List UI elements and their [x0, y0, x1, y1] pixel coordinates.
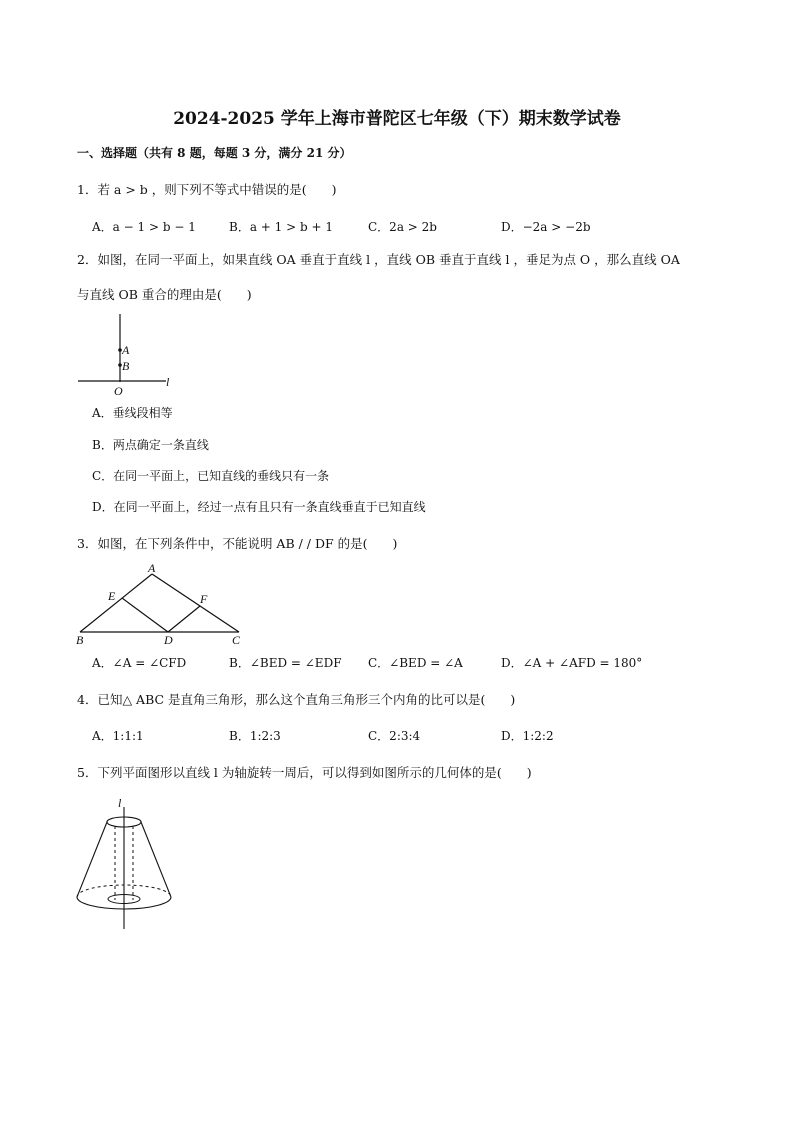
question-2-option-b: B．两点确定一条直线 — [92, 438, 209, 452]
question-2-stem-line-1: 2．如图，在同一平面上，如果直线 OA 垂直于直线 l ，直线 OB 垂直于直线 l ，垂足为点 O ，那么直线 OA — [77, 252, 680, 267]
question-2-option-c: C．在同一平面上，已知直线的垂线只有一条 — [92, 469, 330, 483]
question-2-figure — [70, 310, 190, 400]
question-2-option-a: A．垂线段相等 — [92, 406, 173, 420]
question-3-stem: 3．如图，在下列条件中，不能说明 AB / / DF 的是( ) — [77, 536, 398, 551]
label-b: B — [122, 359, 130, 373]
label-l: l — [118, 796, 122, 810]
question-4-option-b: B．1:2:3 — [229, 729, 281, 743]
label-f: F — [200, 592, 208, 606]
section-heading: 一、选择题（共有 8 题，每题 3 分，满分 21 分） — [77, 146, 352, 160]
question-5-figure — [68, 795, 183, 930]
question-3-option-a: A．∠A = ∠CFD — [92, 656, 187, 670]
segment-ab — [80, 574, 152, 632]
outer-right-edge — [141, 822, 171, 897]
label-c: C — [232, 633, 241, 647]
label-a: A — [148, 561, 156, 575]
question-1-option-d: D．−2a > −2b — [501, 220, 591, 234]
outer-left-edge — [77, 822, 107, 897]
page-title: 2024-2025 学年上海市普陀区七年级（下）期末数学试卷 — [173, 109, 621, 129]
question-4-option-d: D．1:2:2 — [501, 729, 554, 743]
question-1-option-b: B．a + 1 > b + 1 — [229, 220, 333, 234]
question-3-option-d: D．∠A + ∠AFD = 180° — [501, 656, 643, 670]
label-b: B — [76, 633, 84, 647]
question-2-option-d: D．在同一平面上，经过一点有且只有一条直线垂直于已知直线 — [92, 500, 426, 514]
question-2-stem-line-2: 与直线 OB 重合的理由是( ) — [77, 287, 252, 302]
label-l: l — [166, 375, 170, 389]
question-4-stem: 4．已知△ ABC 是直角三角形，那么这个直角三角形三个内角的比可以是( ) — [77, 692, 516, 707]
question-5-stem: 5．下列平面图形以直线 l 为轴旋转一周后，可以得到如图所示的几何体的是( ) — [77, 765, 532, 780]
segment-df — [168, 606, 200, 632]
question-1-stem: 1．若 a > b ，则下列不等式中错误的是( ) — [77, 182, 337, 197]
question-1-option-a: A．a − 1 > b − 1 — [92, 220, 196, 234]
question-3-option-b: B．∠BED = ∠EDF — [229, 656, 342, 670]
question-4-option-c: C．2:3:4 — [368, 729, 421, 743]
question-1-option-c: C．2a > 2b — [368, 220, 437, 234]
label-o: O — [114, 384, 123, 398]
segment-ed — [122, 598, 168, 632]
question-4-option-a: A．1:1:1 — [92, 729, 144, 743]
question-3-option-c: C．∠BED = ∠A — [368, 656, 463, 670]
label-d: D — [164, 633, 173, 647]
label-e: E — [108, 589, 116, 603]
segment-ac — [152, 574, 239, 632]
label-a: A — [122, 343, 130, 357]
question-3-figure — [70, 560, 255, 648]
